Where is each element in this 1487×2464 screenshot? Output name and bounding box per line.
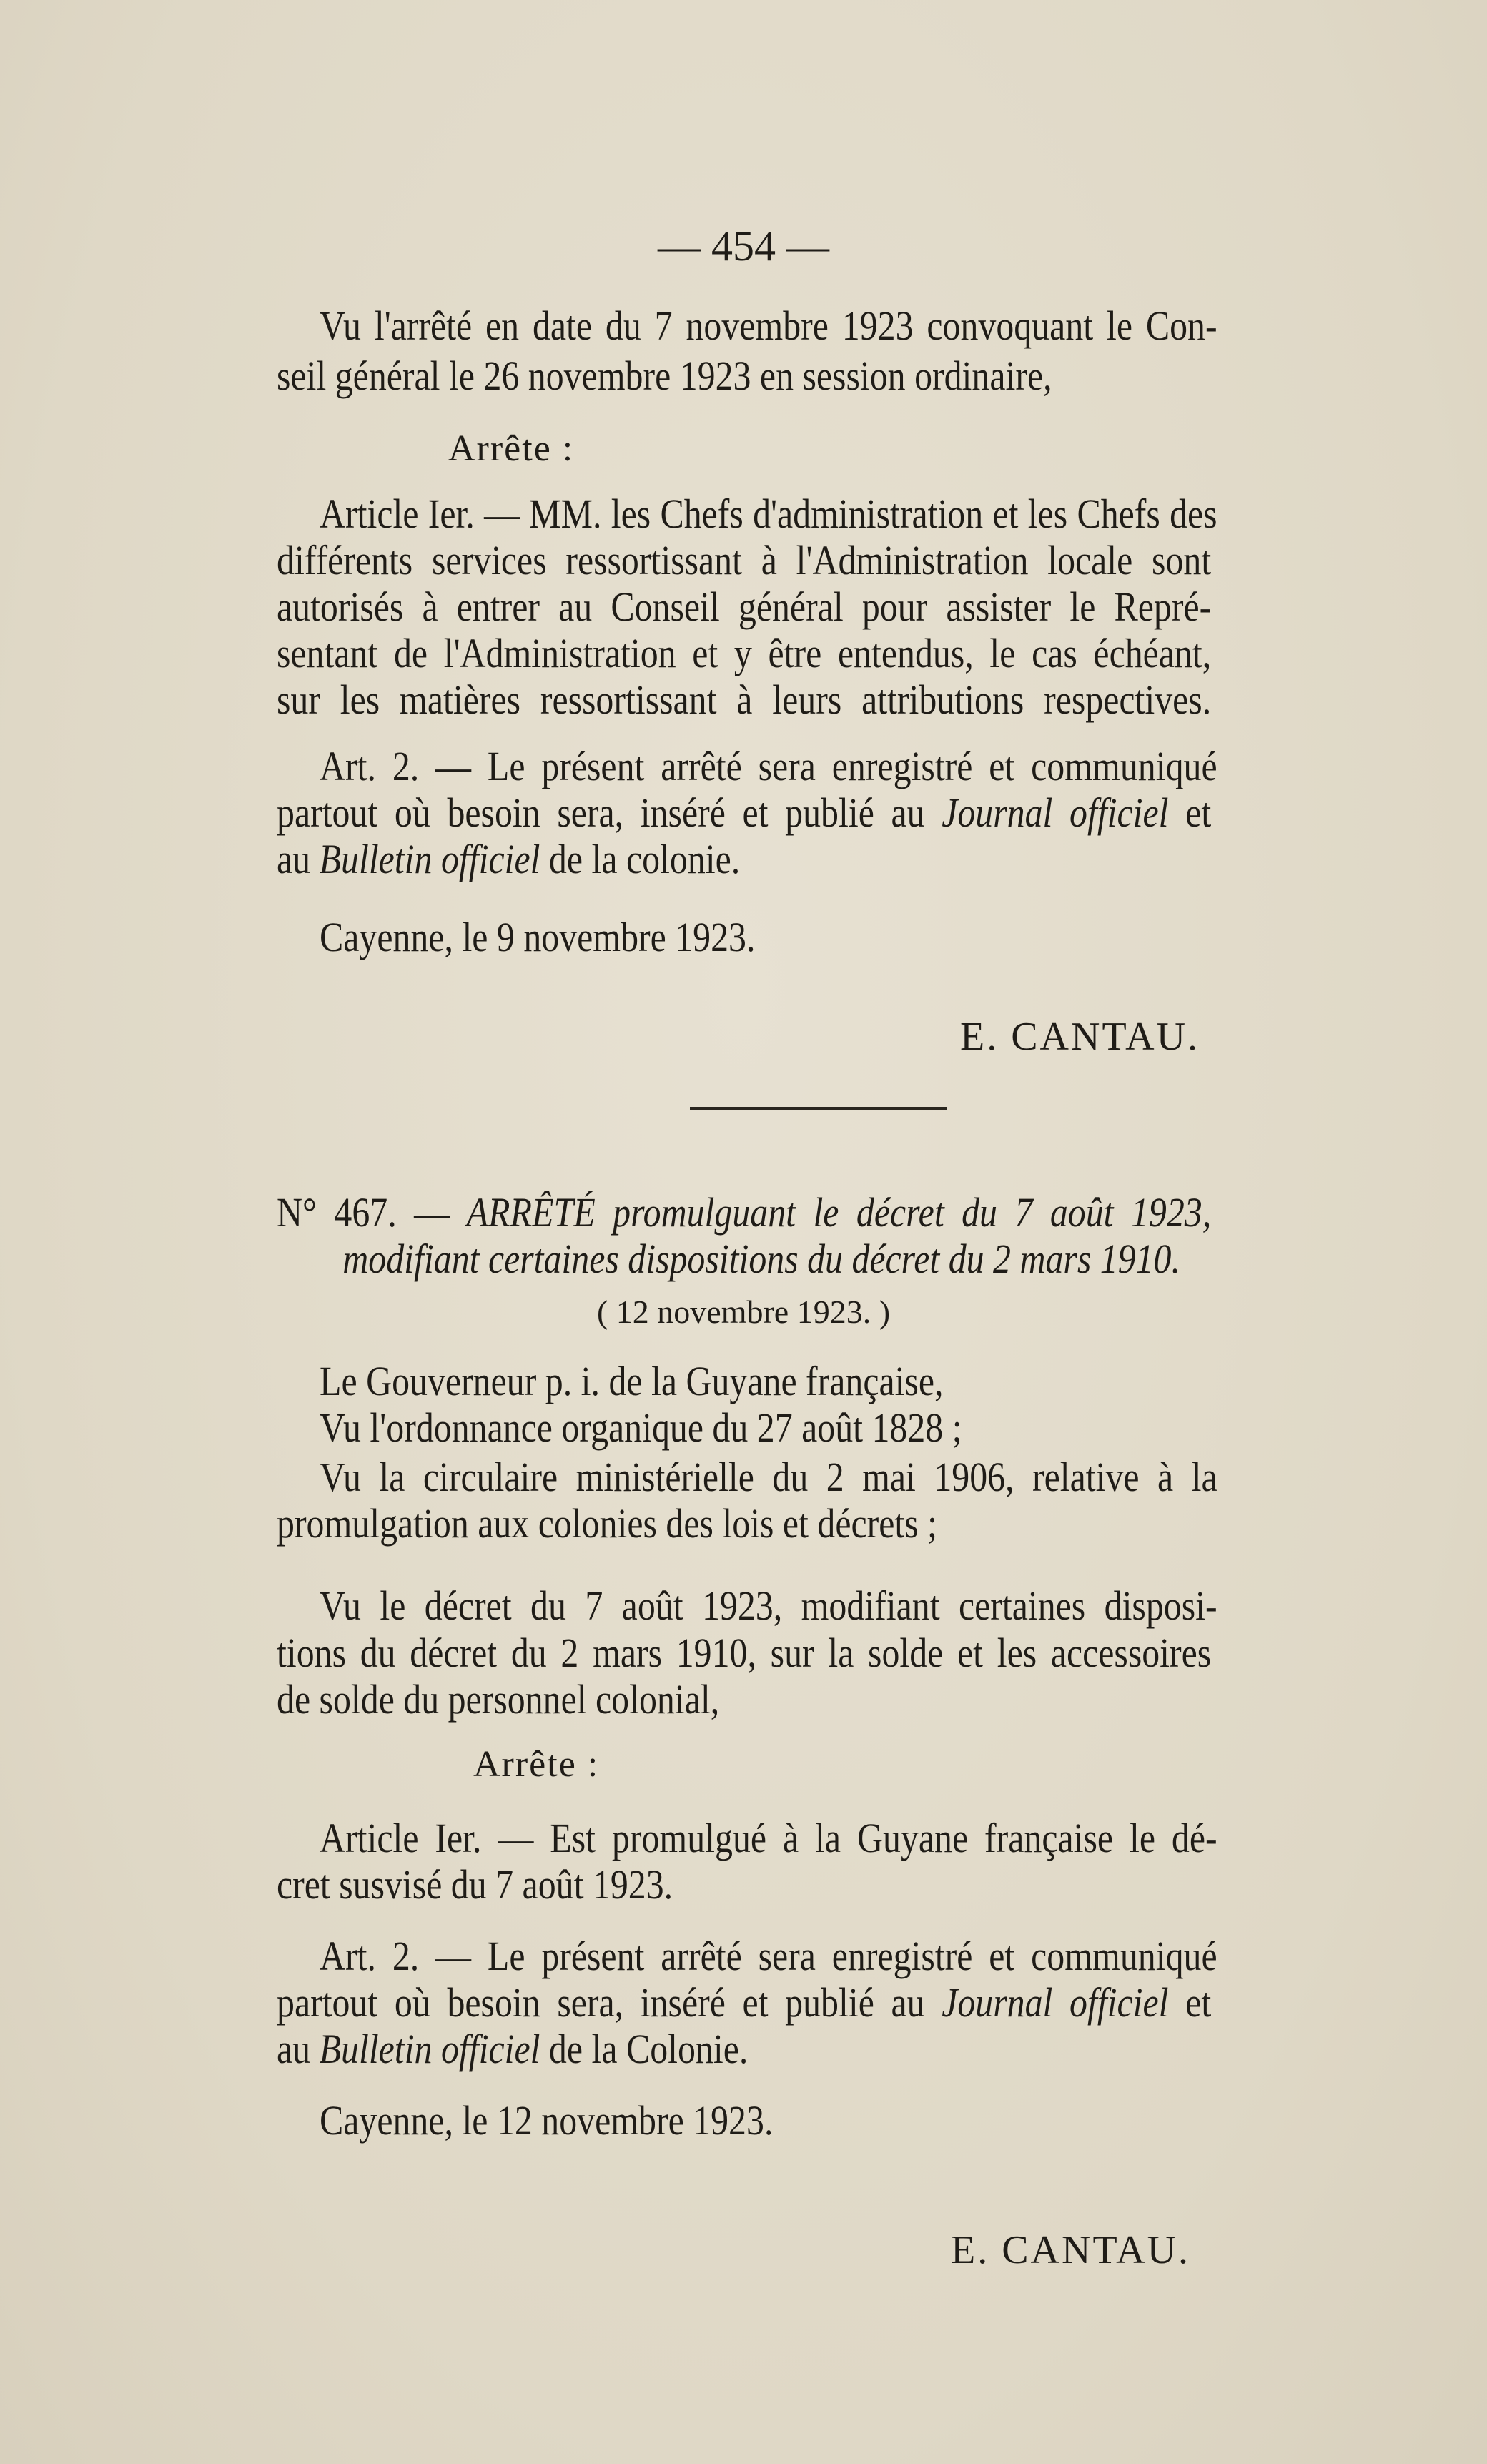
arrete-heading-1: Arrête : <box>448 428 575 469</box>
decree-title-line-1 <box>277 1187 1211 1238</box>
article2-line-2 <box>277 787 1211 839</box>
article2-line-3 <box>277 834 1211 885</box>
vu-line-7: tions du décret du 2 mars 1910, sur la solde et les accessoires <box>277 1630 1212 1676</box>
journal-officiel-ref-2: Journal officiel <box>942 1979 1169 2026</box>
vu-line-4: Vu la circulaire ministérielle du 2 mai 1906, relative à la <box>320 1454 1217 1500</box>
article1b-line-1: Article Ier. — Est promulgué à la Guyane française le dé- <box>320 1815 1217 1861</box>
conjunction-et: et <box>1185 789 1212 836</box>
article1-line-1: Article Ier. — MM. les Chefs d'administration et les Chefs des <box>320 491 1217 537</box>
decree-number: N° 467. — <box>277 1189 450 1236</box>
vu-line-6: Vu le décret du 7 août 1923, modifiant certaines disposi- <box>320 1582 1217 1629</box>
vu-line-8: de solde du personnel colonial, <box>277 1676 720 1723</box>
vu-line-1: Vu l'arrêté en date du 7 novembre 1923 convoquant le Con- <box>320 302 1217 349</box>
de-la-colonie-2: de la Colonie. <box>548 2026 749 2072</box>
article1b-line-2: cret susvisé du 7 août 1923. <box>277 1861 673 1908</box>
article2b-line-3 <box>277 2024 1211 2075</box>
section-divider <box>690 1107 947 1110</box>
article2b-line-2-text: partout où besoin sera, inséré et publié au <box>277 1979 925 2026</box>
vu-line-5: promulgation aux colonies des lois et décrets ; <box>277 1500 937 1547</box>
place-date-2: Cayenne, le 12 novembre 1923. <box>320 2097 774 2144</box>
conjunction-et-2: et <box>1185 1979 1212 2026</box>
vu-line-2: seil général le 26 novembre 1923 en session ordinaire, <box>277 353 1052 399</box>
article2b-line-1: Art. 2. — Le présent arrêté sera enregistré et communiqué <box>320 1933 1217 1979</box>
word-au: au <box>277 836 311 882</box>
decree-title-line-2: modifiant certaines dispositions du décret du 2 mars 1910. <box>342 1236 1180 1282</box>
article1-line-2: différents services ressortissant à l'Administration locale sont <box>277 537 1212 583</box>
vu-line-3: Vu l'ordonnance organique du 27 août 1828 ; <box>320 1404 962 1451</box>
article1-line-3: autorisés à entrer au Conseil général pour assister le Repré- <box>277 583 1212 630</box>
signature-1: E. CANTAU. <box>960 1015 1200 1059</box>
article2-line-1: Art. 2. — Le présent arrêté sera enregistré et communiqué <box>320 743 1217 789</box>
de-la-colonie: de la colonie. <box>548 836 741 882</box>
page-number: — 454 — <box>658 222 829 270</box>
bulletin-officiel-ref-2: Bulletin officiel <box>319 2026 540 2072</box>
decree-title-1: ARRÊTÉ promulguant le décret du 7 août 1923, <box>466 1189 1212 1236</box>
gouverneur-line: Le Gouverneur p. i. de la Guyane française, <box>320 1358 944 1404</box>
article2-line-2-text: partout où besoin sera, inséré et publié au <box>277 789 925 836</box>
arrete-heading-2: Arrête : <box>473 1744 600 1785</box>
bulletin-officiel-ref: Bulletin officiel <box>319 836 540 882</box>
article1-line-4: sentant de l'Administration et y être entendus, le cas échéant, <box>277 630 1212 676</box>
signature-2: E. CANTAU. <box>951 2228 1191 2272</box>
word-au-2: au <box>277 2026 311 2072</box>
article1-line-5: sur les matières ressortissant à leurs attributions respectives. <box>277 676 1212 723</box>
journal-officiel-ref: Journal officiel <box>942 789 1169 836</box>
decree-date: ( 12 novembre 1923. ) <box>596 1293 891 1330</box>
place-date-1: Cayenne, le 9 novembre 1923. <box>320 914 756 960</box>
article2b-line-2 <box>277 1977 1211 2029</box>
